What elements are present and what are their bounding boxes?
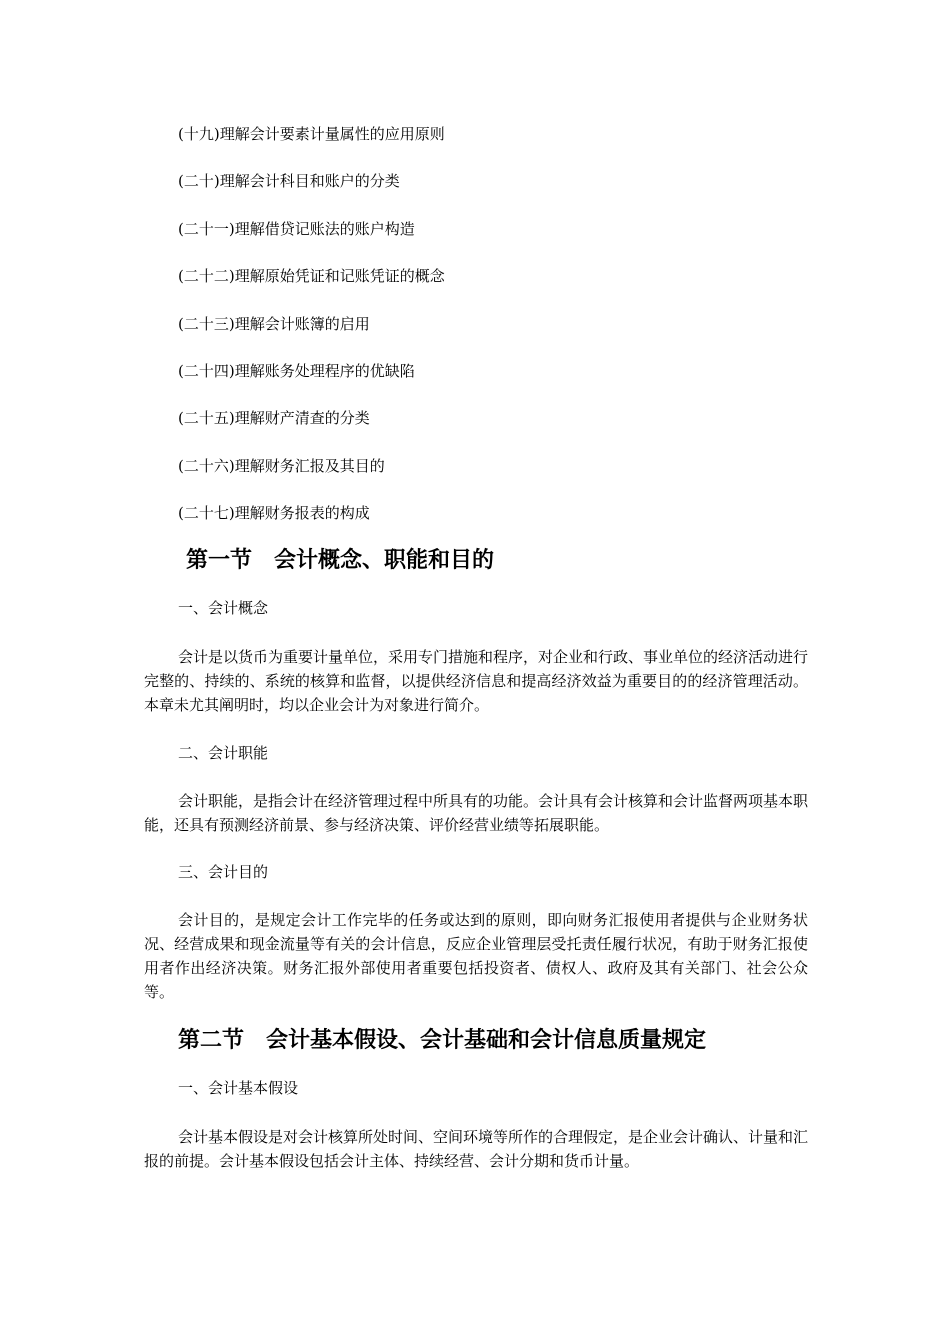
section-1-paragraph-objectives: 会计目的，是规定会计工作完毕的任务或达到的原则，即向财务汇报使用者提供与企业财务状况、经营成果和现金流量等有关的会计信息，反应企业管理层受托责任履行状况，有助于财务汇报使用者作出经济决策。财务汇报外部使用者重要包括投资者、债权人、政府及其有关部门、社会公众等。: [144, 911, 808, 1001]
section-1-subheading-functions: 二、会计职能: [178, 744, 269, 762]
section-2-title: 第二节 会计基本假设、会计基础和会计信息质量规定: [178, 1028, 707, 1053]
section-2-subheading-assumptions: 一、会计基本假设: [178, 1079, 299, 1097]
section-1-subheading-concept: 一、会计概念: [178, 599, 269, 617]
objective-item: (二十六)理解财务汇报及其目的: [178, 456, 385, 475]
section-1-paragraph-functions: 会计职能，是指会计在经济管理过程中所具有的功能。会计具有会计核算和会计监督两项基本职能，还具有预测经济前景、参与经济决策、评价经营业绩等拓展职能。: [144, 792, 809, 834]
learning-objectives-list: [178, 124, 445, 551]
objective-item: (二十一)理解借贷记账法的账户构造: [178, 219, 415, 238]
objective-item: (十九)理解会计要素计量属性的应用原则: [178, 125, 445, 143]
objective-item: (二十七)理解财务报表的构成: [178, 504, 370, 523]
objective-item: (二十三)理解会计账簿的启用: [178, 314, 370, 333]
objective-item: (二十二)理解原始凭证和记账凭证的概念: [178, 267, 445, 286]
section-1-subheading-objectives: 三、会计目的: [178, 863, 269, 881]
section-1-title: 第一节 会计概念、职能和目的: [186, 548, 495, 573]
section-2-paragraph-assumptions: 会计基本假设是对会计核算所处时间、空间环境等所作的合理假定，是企业会计确认、计量和汇报的前提。会计基本假设包括会计主体、持续经营、会计分期和货币计量。: [144, 1128, 809, 1170]
objective-item: (二十四)理解账务处理程序的优缺陷: [178, 361, 415, 380]
section-1-paragraph-concept: 会计是以货币为重要计量单位，采用专门措施和程序，对企业和行政、事业单位的经济活动进行完整的、持续的、系统的核算和监督，以提供经济信息和提高经济效益为重要目的的经济管理活动。本章未尤其阐明时，均以企业会计为对象进行简介。: [144, 648, 809, 714]
objective-item: (二十)理解会计科目和账户的分类: [178, 172, 400, 191]
objective-item: (二十五)理解财产清查的分类: [178, 409, 370, 428]
